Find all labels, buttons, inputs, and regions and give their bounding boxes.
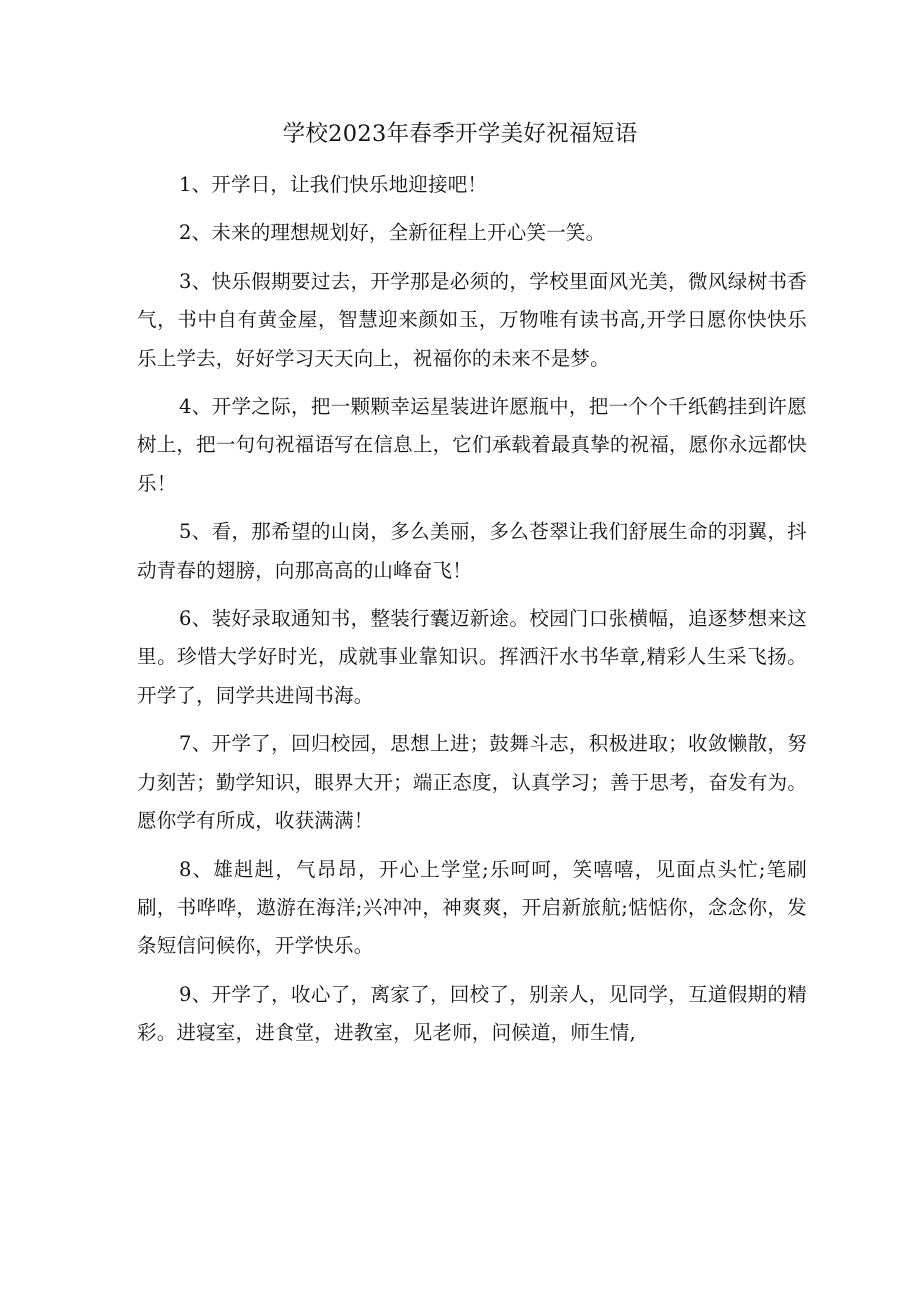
- paragraph-6: 6、装好录取通知书，整装行囊迈新途。校园门口张横幅，追逐梦想来这里。珍惜大学好时光，成就事业靠知识。挥洒汗水书华章,精彩人生采飞扬。开学了，同学共进闯书海。: [137, 607, 807, 707]
- paragraph-2: 2、未来的理想规划好，全新征程上开心笑一笑。: [179, 221, 606, 245]
- paragraph-1: 1、开学日，让我们快乐地迎接吧！: [179, 173, 488, 196]
- paragraph-8: 8、雄赳赳，气昂昂，开心上学堂;乐呵呵，笑嘻嘻，见面点头忙;笔刷刷，书哗哗，遨游在海洋;兴冲冲，神爽爽，开启新旅航;惦惦你，念念你，发条短信问候你，开学快乐。: [137, 857, 807, 958]
- paragraph-3: 3、快乐假期要过去，开学那是必须的，学校里面风光美，微风绿树书香气，书中自有黄金屋，智慧迎来颜如玉，万物唯有读书高,开学日愿你快快乐乐上学去，好好学习天天向上，祝福你的未来不是梦。: [137, 269, 807, 370]
- paragraph-9: 9、开学了，收心了，离家了，回校了，别亲人，见同学，互道假期的精彩。进寝室，进食堂，进教室，见老师，问候道，师生情,: [137, 982, 807, 1045]
- paragraph-7: 7、开学了，回归校园，思想上进；鼓舞斗志，积极进取；收敛懒散，努力刻苦；勤学知识，眼界大开；端正态度，认真学习；善于思考，奋发有为。愿你学有所成，收获满满！: [137, 732, 807, 833]
- document-body: [137, 166, 807, 1063]
- paragraph-4: 4、开学之际，把一颗颗幸运星装进许愿瓶中，把一个个千纸鹤挂到许愿树上，把一句句祝福语写在信息上，它们承载着最真挚的祝福，愿你永远都快乐！: [137, 395, 807, 495]
- paragraph-5: 5、看，那希望的山岗，多么美丽，多么苍翠让我们舒展生命的羽翼，抖动青春的翅膀，向那高高的山峰奋飞！: [137, 520, 807, 582]
- document-title: 学校2023年春季开学美好祝福短语: [282, 121, 638, 147]
